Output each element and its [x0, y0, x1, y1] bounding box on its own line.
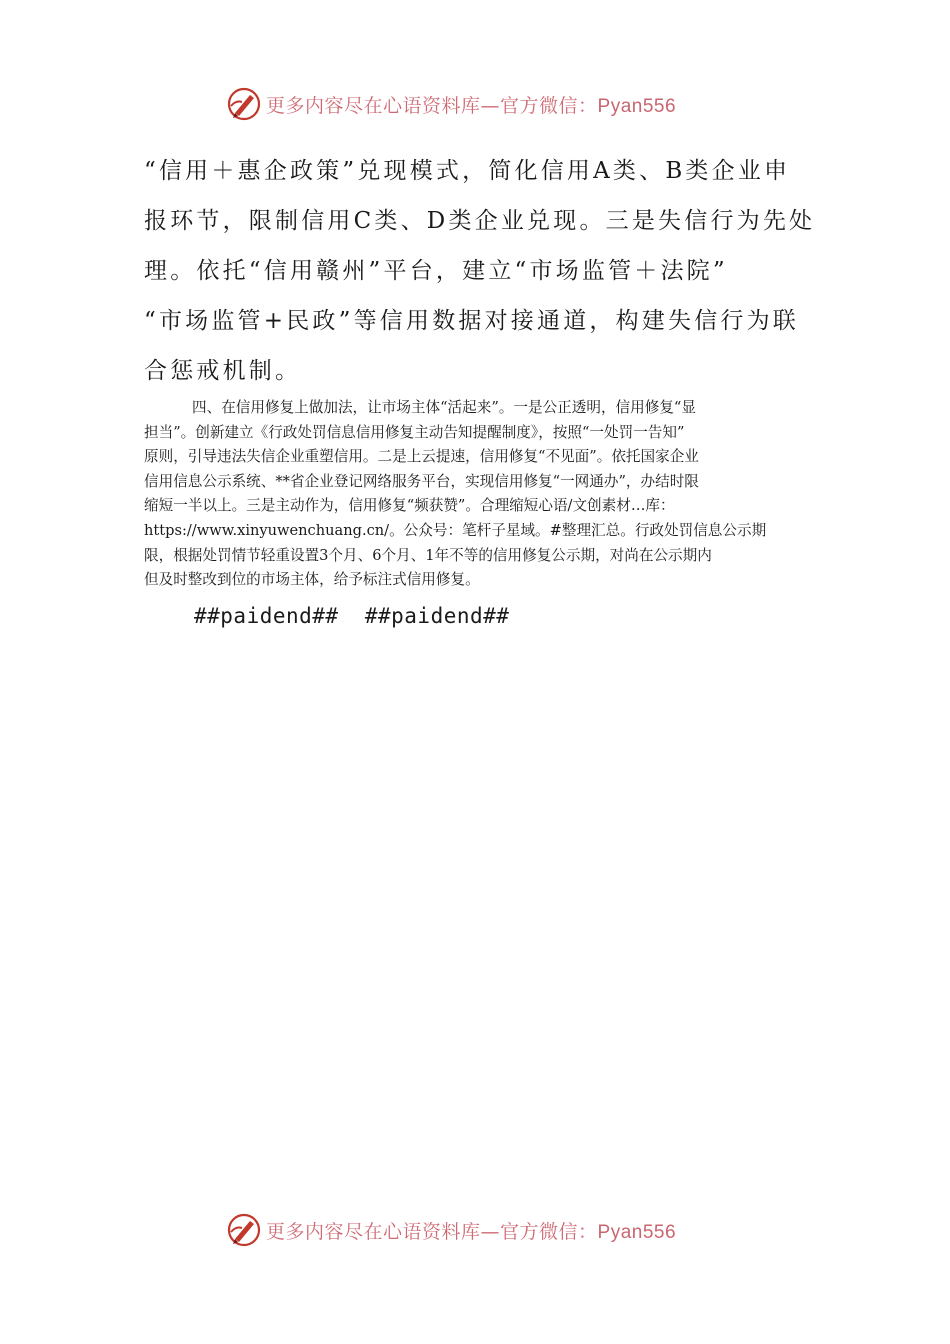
text-line: 合惩戒机制。: [144, 358, 302, 384]
header-watermark: [226, 86, 676, 122]
pen-logo-icon: [226, 86, 262, 122]
text-line: 限，根据处罚情节轻重设置3个月、6个月、1年不等的信用修复公示期，对尚在公示期内: [144, 546, 712, 564]
text-line: 担当”。创新建立《行政处罚信息信用修复主动告知提醒制度》，按照“一处罚一告知”: [144, 423, 685, 441]
watermark-text: [266, 91, 676, 118]
text-line: “市场监管+民政”等信用数据对接通道，构建失信行为联: [144, 308, 799, 334]
text-line: https://www.xinyuwenchuang.cn/。公众号：笔杆子星域。#整理汇总。行政处罚信息公示期: [144, 521, 767, 539]
text-line: 四、在信用修复上做加法，让市场主体“活起来”。一是公正透明，信用修复“显: [192, 399, 696, 416]
text-line: 但及时整改到位的市场主体，给予标注式信用修复。: [144, 571, 480, 589]
watermark-caption: 更多内容尽在心语资料库—官方微信：: [266, 1220, 598, 1243]
text-line: 缩短一半以上。三是主动作为，信用修复“频获赞”。合理缩短心语/文创素材…库：: [144, 497, 675, 515]
text-line: 信用信息公示系统、**省企业登记网络服务平台，实现信用修复“一网通办”，办结时限: [144, 472, 699, 490]
text-line: 理。依托“信用赣州”平台，建立“市场监管＋法院”: [144, 258, 728, 284]
watermark-text: [266, 1217, 676, 1244]
body-paragraph-large: [144, 146, 816, 396]
text-line: 原则，引导违法失信企业重塑信用。二是上云提速，信用修复“不见面”。依托国家企业: [144, 448, 699, 466]
watermark-wechat-id: Pyan556: [597, 95, 677, 117]
watermark-caption: 更多内容尽在心语资料库—官方微信：: [266, 94, 598, 117]
pen-logo-icon: [226, 1212, 262, 1248]
watermark-wechat-id: Pyan556: [597, 1221, 677, 1243]
text-line: “信用＋惠企政策”兑现模式，简化信用A类、B类企业申: [144, 158, 791, 184]
text-line: 报环节，限制信用C类、D类企业兑现。三是失信行为先处: [144, 208, 816, 234]
footer-watermark: [226, 1212, 676, 1248]
body-paragraph-small: [144, 396, 808, 593]
paidend-marker: ##paidend## ##paidend##: [194, 604, 510, 628]
